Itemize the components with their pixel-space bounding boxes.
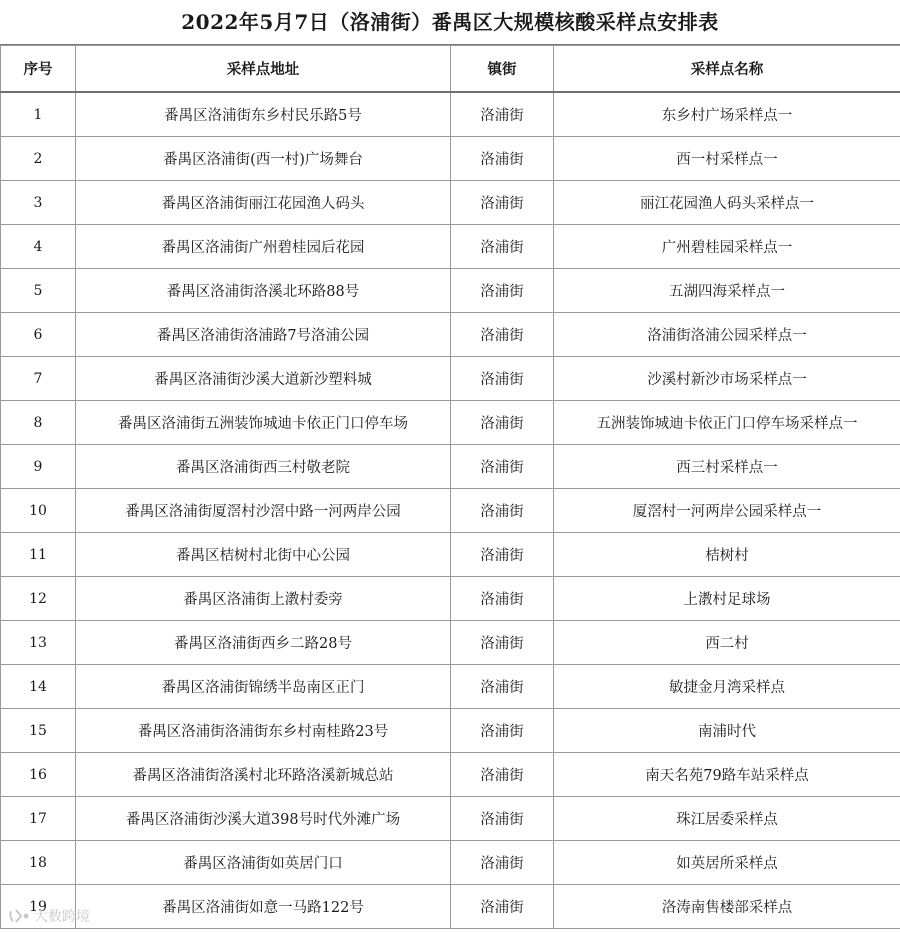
watermark-logo-icon — [8, 907, 30, 925]
header-street: 镇街 — [451, 46, 554, 93]
table-row — [1, 401, 900, 445]
cell-street: 洛浦街 — [451, 533, 554, 577]
table-row — [1, 445, 900, 489]
cell-index: 15 — [1, 709, 76, 753]
cell-index: 9 — [1, 445, 76, 489]
table-header-row — [1, 46, 900, 93]
cell-address: 番禺区洛浦街洛溪北环路88号 — [76, 269, 451, 313]
table-body — [1, 92, 900, 929]
cell-index: 1 — [1, 92, 76, 137]
page-title: 2022年5月7日（洛浦街）番禺区大规模核酸采样点安排表 — [0, 0, 900, 45]
cell-street: 洛浦街 — [451, 753, 554, 797]
cell-index: 13 — [1, 621, 76, 665]
header-site-name: 采样点名称 — [554, 46, 900, 93]
cell-address: 番禺区洛浦街如意一马路122号 — [76, 885, 451, 929]
cell-street: 洛浦街 — [451, 92, 554, 137]
cell-address: 番禺区洛浦街洛浦路7号洛浦公园 — [76, 313, 451, 357]
sampling-site-table — [0, 45, 900, 929]
table-row — [1, 621, 900, 665]
cell-site-name: 沙溪村新沙市场采样点一 — [554, 357, 900, 401]
cell-index: 6 — [1, 313, 76, 357]
cell-index: 11 — [1, 533, 76, 577]
cell-street: 洛浦街 — [451, 445, 554, 489]
cell-site-name: 敏捷金月湾采样点 — [554, 665, 900, 709]
cell-address: 番禺区洛浦街东乡村民乐路5号 — [76, 92, 451, 137]
cell-site-name: 五洲装饰城迪卡依正门口停车场采样点一 — [554, 401, 900, 445]
cell-index: 7 — [1, 357, 76, 401]
cell-site-name: 广州碧桂园采样点一 — [554, 225, 900, 269]
cell-address: 番禺区洛浦街西三村敬老院 — [76, 445, 451, 489]
cell-street: 洛浦街 — [451, 181, 554, 225]
cell-street: 洛浦街 — [451, 489, 554, 533]
cell-index: 5 — [1, 269, 76, 313]
cell-site-name: 如英居所采样点 — [554, 841, 900, 885]
cell-street: 洛浦街 — [451, 621, 554, 665]
watermark-text: 大数跨境 — [34, 909, 90, 925]
cell-address: 番禺区洛浦街丽江花园渔人码头 — [76, 181, 451, 225]
table-row — [1, 709, 900, 753]
cell-street: 洛浦街 — [451, 137, 554, 181]
cell-site-name: 珠江居委采样点 — [554, 797, 900, 841]
cell-street: 洛浦街 — [451, 577, 554, 621]
cell-site-name: 桔树村 — [554, 533, 900, 577]
cell-address: 番禺区洛浦街沙溪大道新沙塑料城 — [76, 357, 451, 401]
cell-index: 10 — [1, 489, 76, 533]
cell-index: 12 — [1, 577, 76, 621]
cell-street: 洛浦街 — [451, 401, 554, 445]
table-row — [1, 489, 900, 533]
cell-site-name: 西一村采样点一 — [554, 137, 900, 181]
cell-street: 洛浦街 — [451, 269, 554, 313]
cell-index: 16 — [1, 753, 76, 797]
cell-site-name: 上漖村足球场 — [554, 577, 900, 621]
cell-address: 番禺区洛浦街厦滘村沙滘中路一河两岸公园 — [76, 489, 451, 533]
cell-index: 3 — [1, 181, 76, 225]
table-row — [1, 753, 900, 797]
table-row — [1, 577, 900, 621]
cell-address: 番禺区洛浦街上漖村委旁 — [76, 577, 451, 621]
cell-index: 4 — [1, 225, 76, 269]
cell-address: 番禺区洛浦街西乡二路28号 — [76, 621, 451, 665]
cell-site-name: 西三村采样点一 — [554, 445, 900, 489]
cell-site-name: 东乡村广场采样点一 — [554, 92, 900, 137]
cell-index: 19 — [1, 885, 76, 929]
cell-index: 2 — [1, 137, 76, 181]
cell-address: 番禺区洛浦街如英居门口 — [76, 841, 451, 885]
cell-index: 18 — [1, 841, 76, 885]
table-row — [1, 269, 900, 313]
cell-street: 洛浦街 — [451, 885, 554, 929]
cell-street: 洛浦街 — [451, 225, 554, 269]
table-row — [1, 797, 900, 841]
cell-street: 洛浦街 — [451, 357, 554, 401]
cell-street: 洛浦街 — [451, 841, 554, 885]
cell-address: 番禺区洛浦街广州碧桂园后花园 — [76, 225, 451, 269]
cell-index: 14 — [1, 665, 76, 709]
cell-site-name: 五湖四海采样点一 — [554, 269, 900, 313]
table-row — [1, 841, 900, 885]
table-row — [1, 225, 900, 269]
header-index: 序号 — [1, 46, 76, 93]
cell-site-name: 丽江花园渔人码头采样点一 — [554, 181, 900, 225]
cell-site-name: 西二村 — [554, 621, 900, 665]
cell-address: 番禺区洛浦街沙溪大道398号时代外滩广场 — [76, 797, 451, 841]
cell-address: 番禺区洛浦街洛浦街东乡村南桂路23号 — [76, 709, 451, 753]
cell-street: 洛浦街 — [451, 709, 554, 753]
cell-address: 番禺区洛浦街洛溪村北环路洛溪新城总站 — [76, 753, 451, 797]
table-row — [1, 181, 900, 225]
cell-site-name: 南天名苑79路车站采样点 — [554, 753, 900, 797]
table-row — [1, 313, 900, 357]
cell-address: 番禺区洛浦街五洲装饰城迪卡依正门口停车场 — [76, 401, 451, 445]
cell-street: 洛浦街 — [451, 665, 554, 709]
cell-address: 番禺区洛浦街(西一村)广场舞台 — [76, 137, 451, 181]
cell-index: 8 — [1, 401, 76, 445]
cell-address: 番禺区桔树村北街中心公园 — [76, 533, 451, 577]
table-row — [1, 533, 900, 577]
cell-index: 17 — [1, 797, 76, 841]
cell-street: 洛浦街 — [451, 797, 554, 841]
watermark — [8, 905, 90, 927]
cell-address: 番禺区洛浦街锦绣半岛南区正门 — [76, 665, 451, 709]
cell-site-name: 洛涛南售楼部采样点 — [554, 885, 900, 929]
cell-site-name: 厦滘村一河两岸公园采样点一 — [554, 489, 900, 533]
cell-street: 洛浦街 — [451, 313, 554, 357]
table-row — [1, 92, 900, 137]
cell-site-name: 洛浦街洛浦公园采样点一 — [554, 313, 900, 357]
table-row — [1, 357, 900, 401]
header-address: 采样点地址 — [76, 46, 451, 93]
table-row — [1, 885, 900, 929]
cell-site-name: 南浦时代 — [554, 709, 900, 753]
table-row — [1, 665, 900, 709]
table-row — [1, 137, 900, 181]
